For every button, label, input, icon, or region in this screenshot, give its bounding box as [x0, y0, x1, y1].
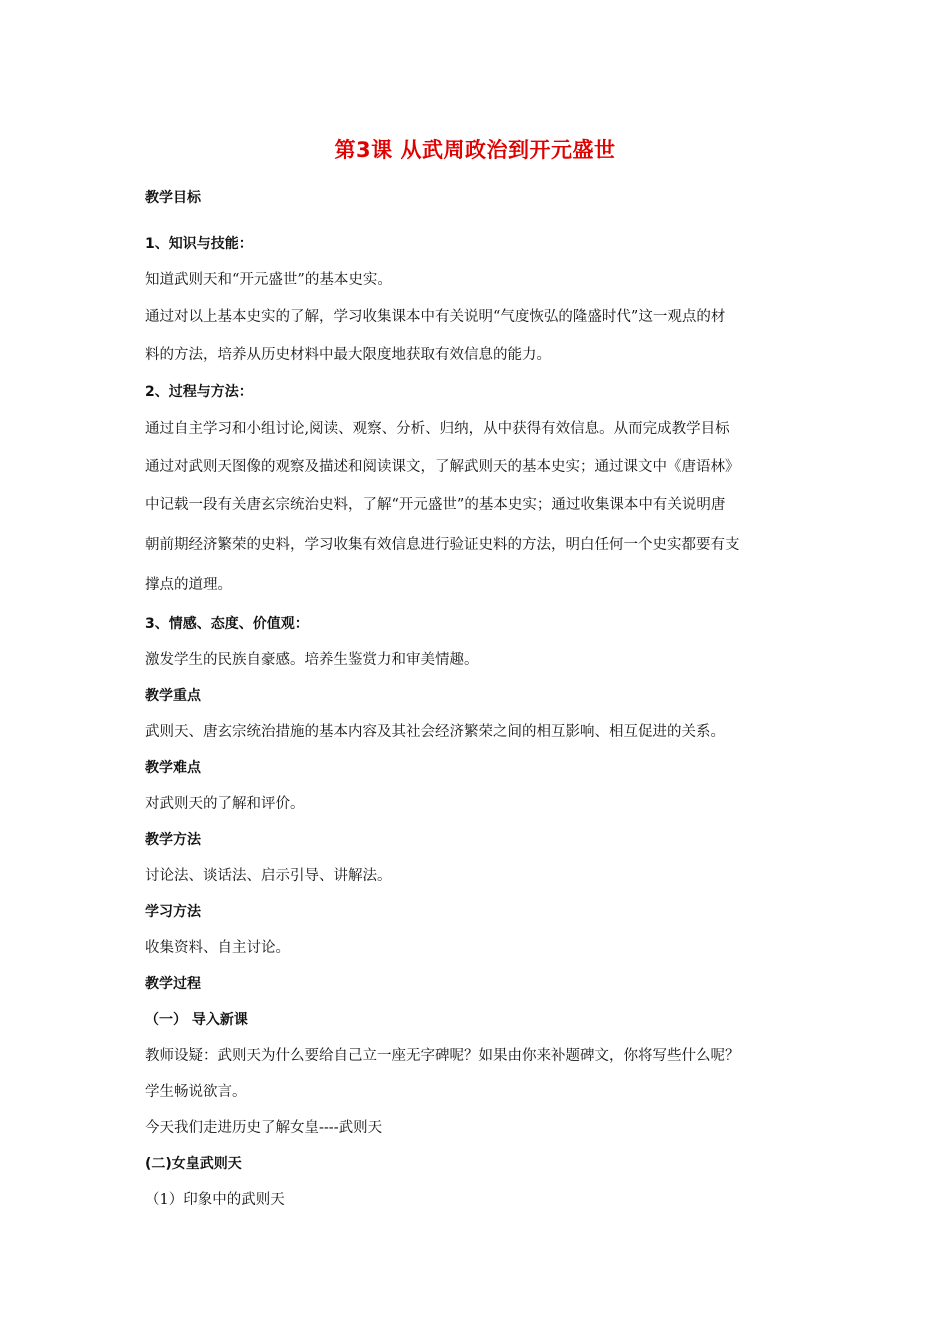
heading-learning-methods: 学习方法	[145, 904, 201, 920]
subheading-empress-wu: (二)女皇武则天	[145, 1156, 242, 1172]
paragraph-line: 学生畅说欲言。	[145, 1084, 247, 1100]
paragraph-line: 对武则天的了解和评价。	[145, 796, 305, 812]
paragraph-line: 讨论法、谈话法、启示引导、讲解法。	[145, 868, 392, 884]
heading-teaching-methods: 教学方法	[145, 832, 201, 848]
paragraph-line: 通过自主学习和小组讨论,阅读、观察、分析、归纳，从中获得有效信息。从而完成教学目标	[145, 421, 730, 437]
heading-key-points: 教学重点	[145, 688, 201, 704]
paragraph-line: 知道武则天和“开元盛世”的基本史实。	[145, 272, 392, 288]
subheading-knowledge-skills: 1、知识与技能：	[145, 236, 253, 252]
subheading-emotion-values: 3、情感、态度、价值观：	[145, 616, 309, 632]
heading-teaching-process: 教学过程	[145, 976, 201, 992]
paragraph-line: 通过对以上基本史实的了解，学习收集课本中有关说明“气度恢弘的隆盛时代”这一观点的材	[145, 309, 726, 325]
subheading-introduction: （一） 导入新课	[145, 1012, 248, 1028]
paragraph-line: 料的方法，培养从历史材料中最大限度地获取有效信息的能力。	[145, 347, 551, 363]
paragraph-line: 武则天、唐玄宗统治措施的基本内容及其社会经济繁荣之间的相互影响、相互促进的关系。	[145, 724, 725, 740]
paragraph-line: （1）印象中的武则天	[145, 1192, 285, 1208]
paragraph-line: 教师设疑：武则天为什么要给自己立一座无字碑呢？如果由你来补题碑文，你将写些什么呢？	[145, 1048, 740, 1064]
heading-teaching-goals: 教学目标	[145, 190, 201, 206]
paragraph-line: 中记载一段有关唐玄宗统治史料，了解“开元盛世”的基本史实；通过收集课本中有关说明唐	[145, 497, 726, 513]
subheading-process-methods: 2、过程与方法：	[145, 384, 253, 400]
paragraph-line: 通过对武则天图像的观察及描述和阅读课文，了解武则天的基本史实；通过课文中《唐语林》	[145, 459, 740, 475]
paragraph-line: 撑点的道理。	[145, 577, 232, 593]
heading-difficulties: 教学难点	[145, 760, 201, 776]
paragraph-line: 今天我们走进历史了解女皇----武则天	[145, 1120, 383, 1136]
paragraph-line: 收集资料、自主讨论。	[145, 940, 290, 956]
paragraph-line: 朝前期经济繁荣的史料，学习收集有效信息进行验证史料的方法，明白任何一个史实都要有支	[145, 537, 740, 553]
document-title: 第3课 从武周政治到开元盛世	[334, 138, 616, 162]
paragraph-line: 激发学生的民族自豪感。培养生鉴赏力和审美情趣。	[145, 652, 479, 668]
